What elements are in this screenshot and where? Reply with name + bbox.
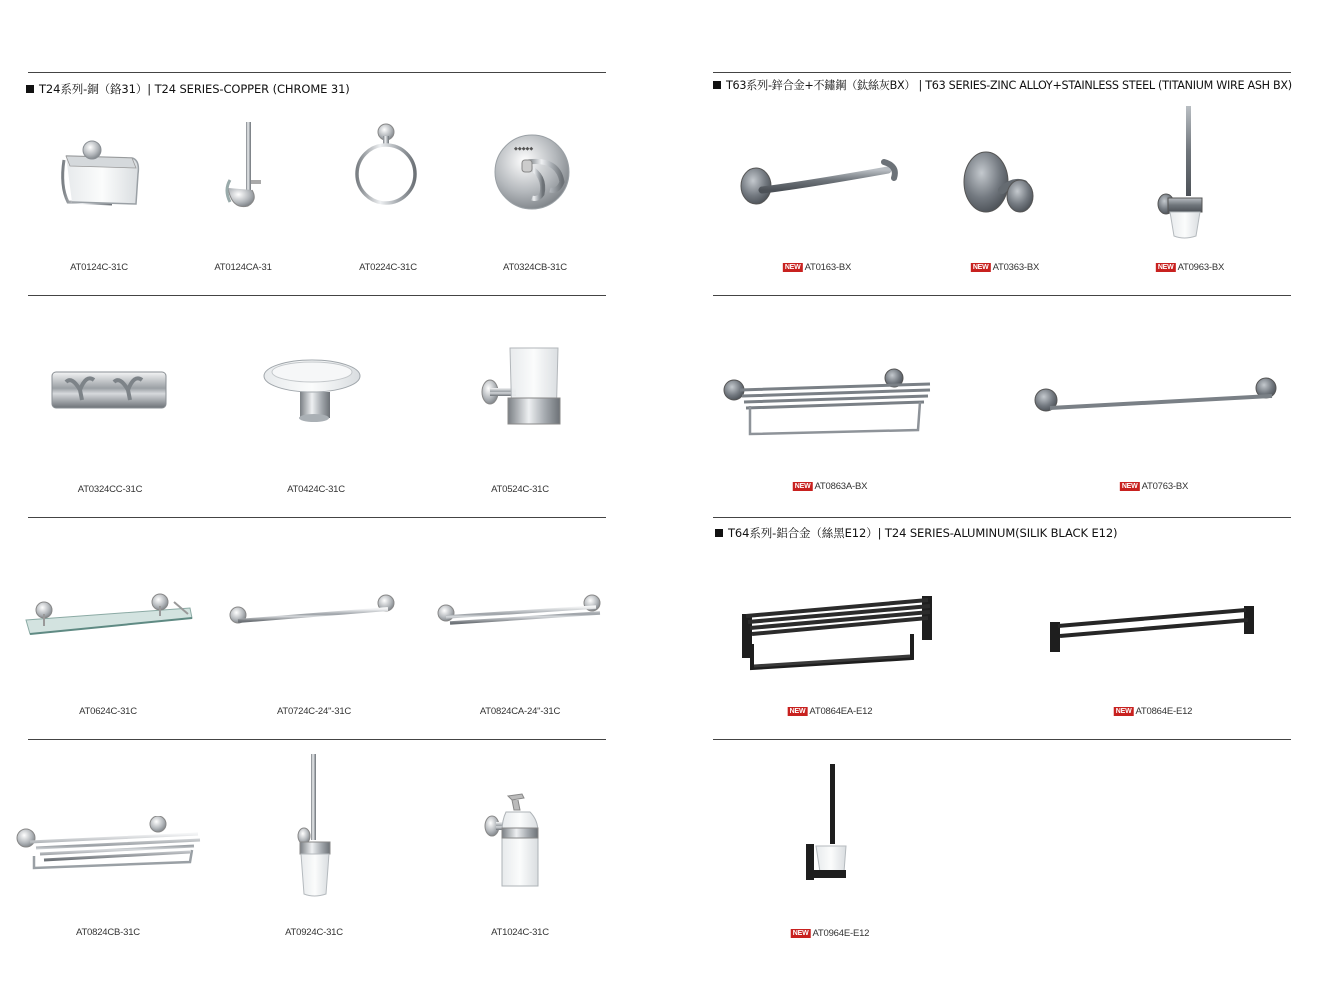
- row-divider: [713, 295, 1291, 296]
- product-code-AT0124CA-31: AT0124CA-31: [214, 262, 272, 273]
- bullet-square: [713, 81, 721, 89]
- svg-text:◆◆◆◆◆: ◆◆◆◆◆: [514, 146, 534, 152]
- product-code-AT0864EA-E12: [788, 706, 873, 717]
- glass-shelf-icon: [24, 592, 194, 638]
- product-code-text: AT0864EA-E12: [809, 706, 873, 717]
- t24-series-header-text: T24系列-銅（鉻31）| T24 SERIES-COPPER (CHROME 31): [39, 82, 350, 96]
- tumbler-holder-icon: [478, 344, 566, 436]
- product-image-toilet-brush: [294, 752, 334, 898]
- product-image-paper-holder: [52, 128, 144, 210]
- product-image-soap-dish: [262, 352, 366, 424]
- product-code-AT0763-BX: [1120, 481, 1188, 492]
- double-towel-bar-icon: [436, 593, 606, 629]
- t64-series-header-text: T64系列-鋁合金（絲黑E12）| T24 SERIES-ALUMINUM(SILIK BLACK E12): [728, 526, 1118, 540]
- product-image-tumbler-holder: [478, 344, 566, 436]
- toilet-brush-icon: [1154, 104, 1210, 240]
- product-image-t64-toilet-brush: [804, 762, 850, 882]
- product-image-soap-dispenser: [482, 792, 546, 890]
- new-badge: NEW: [1115, 708, 1132, 715]
- row-divider: [713, 517, 1291, 518]
- product-image-t64-double-towel-bar: [1048, 602, 1258, 654]
- towel-rack-icon: [14, 816, 202, 872]
- product-code-AT0624C-31C: AT0624C-31C: [79, 706, 137, 717]
- t64-series-header: [715, 525, 1117, 541]
- product-image-t63-robe-hook: [962, 150, 1036, 216]
- product-image-glass-shelf: [24, 592, 194, 638]
- product-image-t63-toilet-brush: [1154, 104, 1210, 240]
- new-badge: NEW: [794, 483, 811, 490]
- product-code-AT0124C-31C: AT0124C-31C: [70, 262, 128, 273]
- towel-rack-icon: [722, 368, 934, 438]
- product-code-AT0524C-31C: AT0524C-31C: [491, 484, 549, 495]
- product-code-AT0863A-BX: [793, 481, 867, 492]
- soap-dispenser-icon: [482, 792, 546, 890]
- towel-bar-icon: [1032, 376, 1282, 416]
- t63-series-header-text: T63系列-鋅合金+不鏽鋼（鈦絲灰BX） | T63 SERIES-ZINC ALLOY+STAINLESS STEEL (TITANIUM WIRE ASH BX): [726, 79, 1292, 92]
- product-code-text: AT0864E-E12: [1135, 706, 1193, 717]
- soap-dish-icon: [262, 352, 366, 424]
- product-code-AT0924C-31C: AT0924C-31C: [285, 927, 343, 938]
- product-code-AT0324CB-31C: AT0324CB-31C: [503, 262, 567, 273]
- new-badge: NEW: [792, 930, 809, 937]
- toilet-brush-icon: [804, 762, 850, 882]
- product-code-AT0724C-24-31C: AT0724C-24"-31C: [276, 706, 352, 717]
- product-code-AT1024C-31C: AT1024C-31C: [491, 927, 549, 938]
- double-robe-hook-icon: [492, 132, 578, 212]
- paper-holder-icon: [52, 128, 144, 210]
- product-image-t63-towel-rack: [722, 368, 934, 438]
- product-code-text: AT0163-BX: [804, 262, 852, 273]
- product-code-AT0224C-31C: AT0224C-31C: [359, 262, 417, 273]
- hook-rail-icon: [50, 366, 170, 412]
- top-rule-right: [713, 72, 1291, 73]
- spare-roll-holder-icon: [218, 120, 268, 214]
- product-code-text: AT0763-BX: [1141, 481, 1189, 492]
- product-code-AT0363-BX: [971, 262, 1039, 273]
- product-code-text: AT0964E-E12: [812, 928, 870, 939]
- product-code-AT0163-BX: [783, 262, 851, 273]
- product-image-t64-towel-rack: [738, 592, 938, 674]
- paper-holder-icon: [738, 156, 900, 210]
- product-image-hook-rail: [50, 366, 170, 412]
- new-badge: NEW: [784, 264, 801, 271]
- row-divider: [28, 295, 606, 296]
- new-badge: NEW: [1121, 483, 1138, 490]
- new-badge: NEW: [789, 708, 806, 715]
- product-image-spare-roll-holder: [218, 120, 268, 214]
- double-towel-bar-icon: [1048, 602, 1258, 654]
- product-code-AT0324CC-31C: AT0324CC-31C: [77, 484, 143, 495]
- product-code-AT0964E-E12: [791, 928, 870, 939]
- product-image-towel-ring: [352, 122, 420, 210]
- product-code-text: AT0863A-BX: [814, 481, 868, 492]
- row-divider: [28, 517, 606, 518]
- product-code-text: AT0963-BX: [1177, 262, 1225, 273]
- product-code-AT0824CA-24-31C: AT0824CA-24"-31C: [479, 706, 561, 717]
- product-image-double-towel-bar: [436, 593, 606, 629]
- bullet-square: [715, 529, 723, 537]
- top-rule-left: [28, 72, 606, 73]
- towel-bar-icon: [228, 593, 400, 629]
- product-image-t63-paper-holder: [738, 156, 900, 210]
- bullet-square: [26, 85, 34, 93]
- towel-ring-icon: [352, 122, 420, 210]
- row-divider: [28, 739, 606, 740]
- t63-series-header: [713, 77, 1292, 93]
- new-badge: NEW: [1157, 264, 1174, 271]
- toilet-brush-icon: [294, 752, 334, 898]
- product-code-AT0424C-31C: AT0424C-31C: [287, 484, 345, 495]
- robe-hook-icon: [962, 150, 1036, 216]
- product-code-AT0864E-E12: [1114, 706, 1193, 717]
- product-code-AT0824CB-31C: AT0824CB-31C: [76, 927, 140, 938]
- row-divider: [713, 739, 1291, 740]
- product-image-towel-rack: [14, 816, 202, 872]
- product-image-towel-bar: [228, 593, 400, 629]
- new-badge: NEW: [972, 264, 989, 271]
- towel-rack-icon: [738, 592, 938, 674]
- product-code-text: AT0363-BX: [992, 262, 1040, 273]
- product-image-double-robe-hook: [492, 132, 578, 212]
- product-image-t63-towel-bar: [1032, 376, 1282, 416]
- product-code-AT0963-BX: [1156, 262, 1224, 273]
- t24-series-header: [26, 81, 350, 97]
